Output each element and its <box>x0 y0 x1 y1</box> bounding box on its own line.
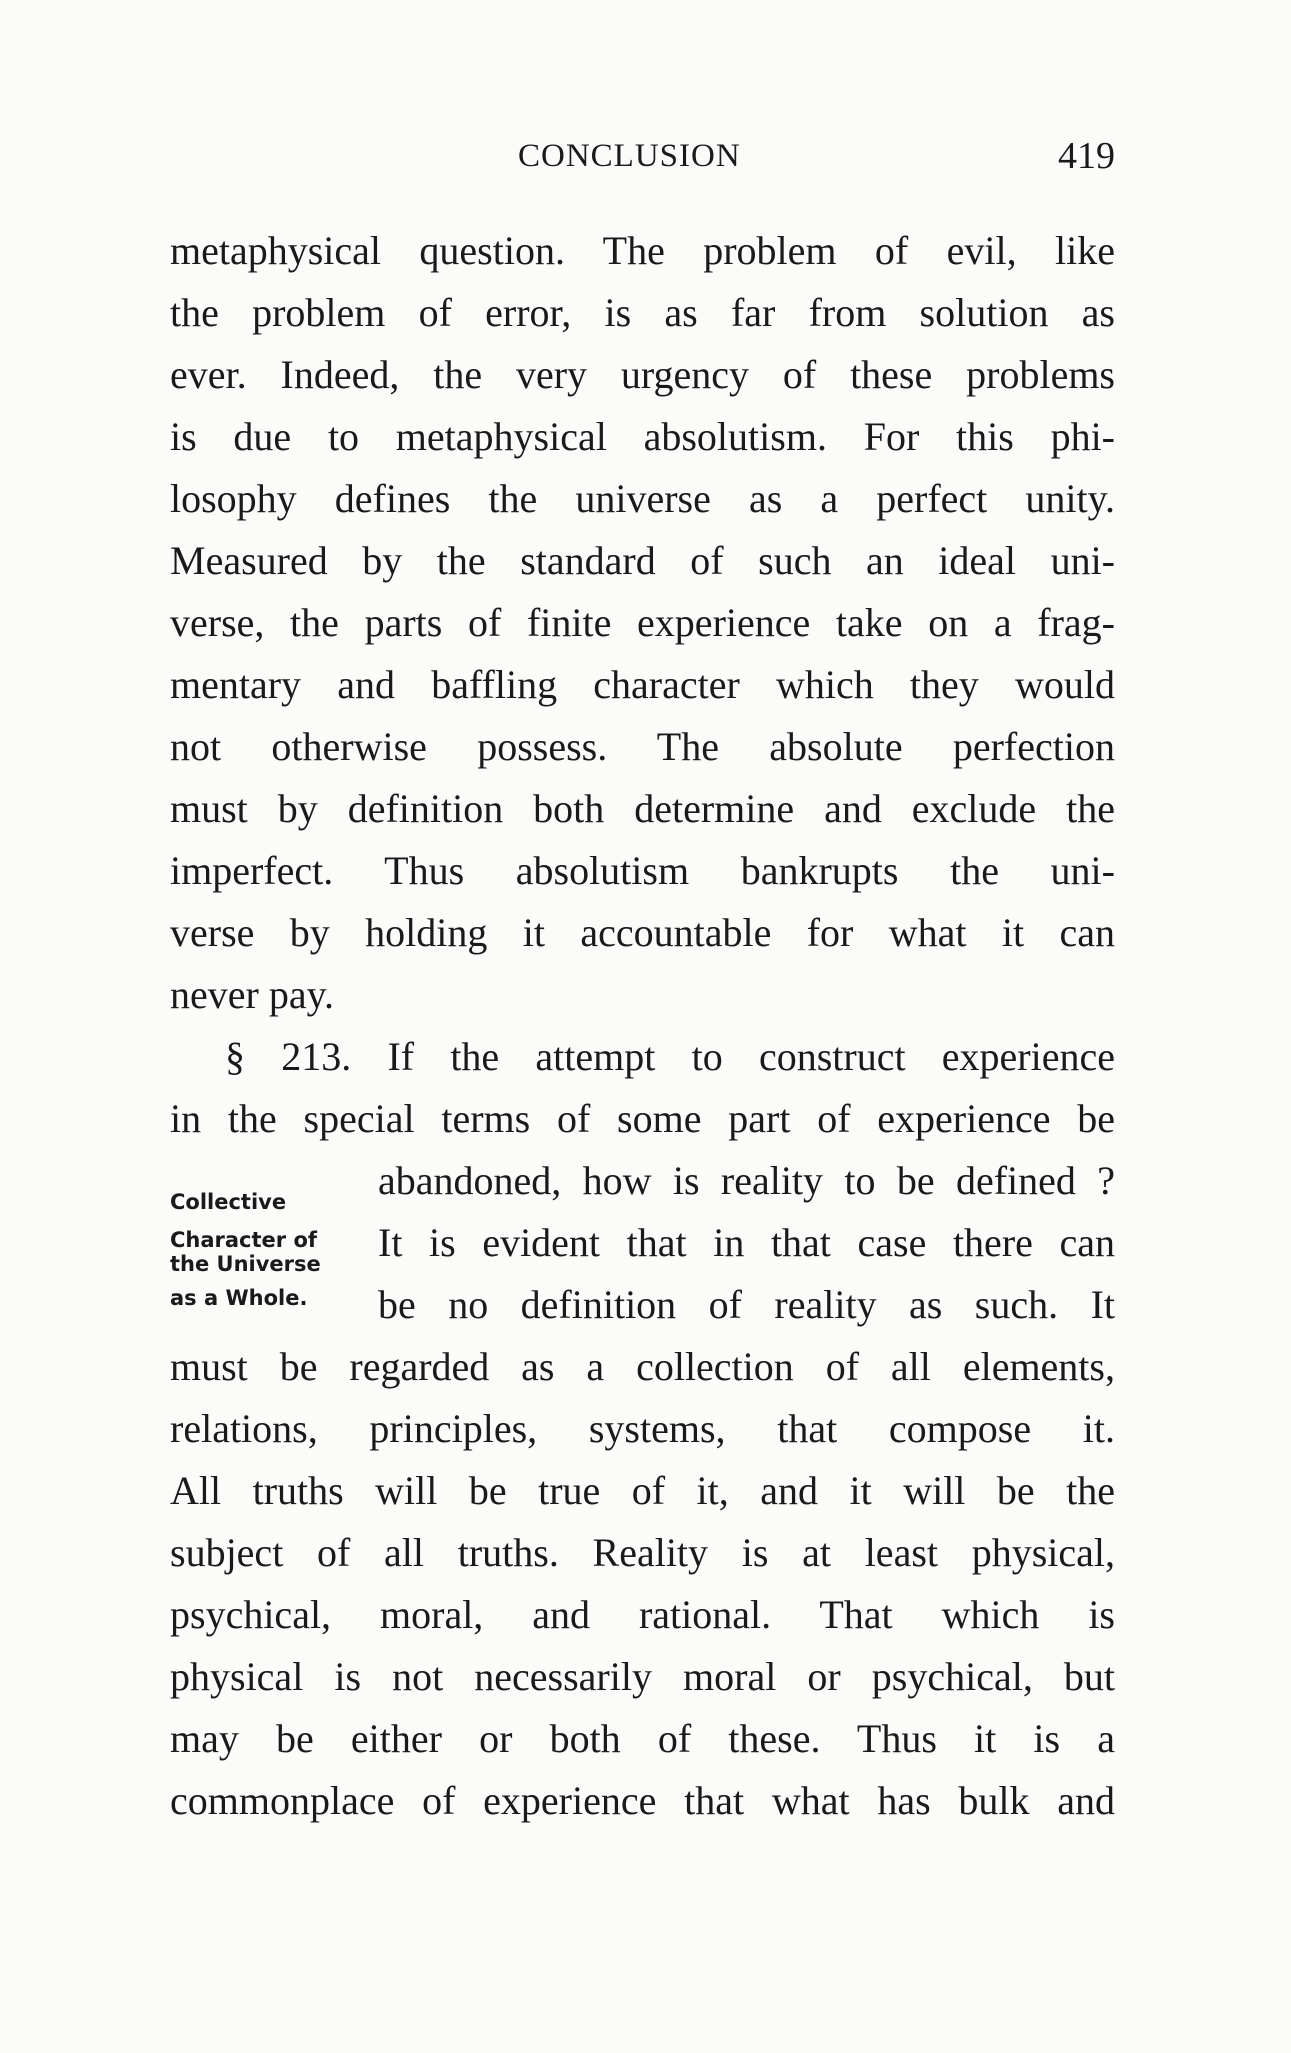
sidenote-line: the Universe <box>170 1252 321 1276</box>
running-head <box>170 135 1115 186</box>
text-line: All truths will be true of it, and it will be the <box>170 1468 1115 1513</box>
text-line: verse by holding it accountable for what it can <box>170 910 1115 955</box>
text-line: may be either or both of these. Thus it is a <box>170 1716 1115 1761</box>
text-line: commonplace of experience that what has bulk and <box>170 1778 1115 1823</box>
sidenote-line: as a Whole. <box>170 1286 308 1310</box>
text-line: metaphysical question. The problem of evil, like <box>170 228 1115 273</box>
page-number: 419 <box>1058 135 1115 177</box>
text-line: imperfect. Thus absolutism bankrupts the uni- <box>170 848 1115 893</box>
sidenote-line: Collective <box>170 1190 287 1214</box>
margin-sidenote <box>170 1190 350 1310</box>
text-line: in the special terms of some part of experience be <box>170 1096 1115 1141</box>
text-line: must by definition both determine and exclude the <box>170 786 1115 831</box>
text-line: the problem of error, is as far from solution as <box>170 290 1115 335</box>
text-line: Measured by the standard of such an ideal uni- <box>170 538 1115 583</box>
text-line: physical is not necessarily moral or psychical, but <box>170 1654 1115 1699</box>
text-line: ever. Indeed, the very urgency of these problems <box>170 352 1115 397</box>
text-line: abandoned, how is reality to be defined ? <box>378 1158 1115 1203</box>
text-line: losophy defines the universe as a perfect unity. <box>170 476 1115 521</box>
text-line: subject of all truths. Reality is at least physical, <box>170 1530 1115 1575</box>
text-line: verse, the parts of finite experience take on a frag- <box>170 600 1115 645</box>
text-line: psychical, moral, and rational. That which is <box>170 1592 1115 1637</box>
text-line: It is evident that in that case there can <box>378 1220 1115 1265</box>
text-line: mentary and baffling character which they would <box>170 662 1115 707</box>
text-line: never pay. <box>170 972 334 1017</box>
sidenote-line: Character of <box>170 1228 318 1252</box>
section-213-first-line: § 213. If the attempt to construct experience <box>225 1034 1115 1079</box>
text-line: is due to metaphysical absolutism. For this phi- <box>170 414 1115 459</box>
text-line: relations, principles, systems, that compose it. <box>170 1406 1115 1451</box>
text-line: must be regarded as a collection of all elements, <box>170 1344 1115 1389</box>
running-title: CONCLUSION <box>518 138 741 174</box>
text-line: be no definition of reality as such. It <box>378 1282 1115 1327</box>
text-line: not otherwise possess. The absolute perfection <box>170 724 1115 769</box>
